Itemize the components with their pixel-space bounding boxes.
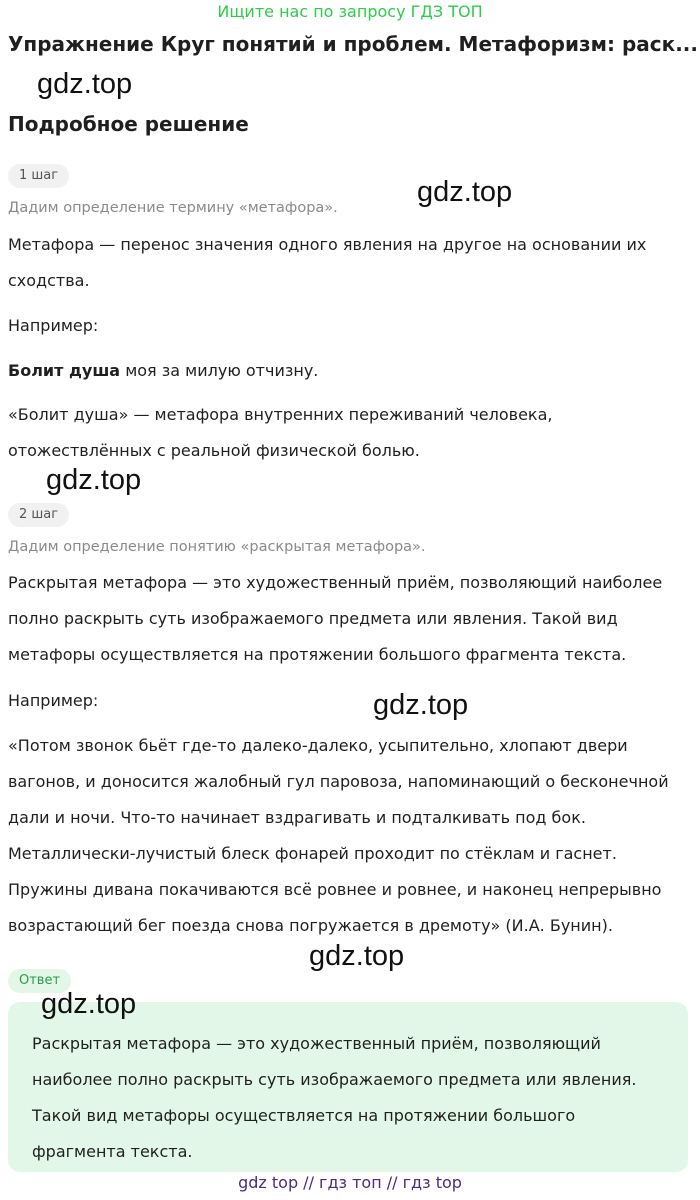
example-rest-text: моя за милую отчизну.: [120, 361, 319, 380]
step-2-badge: 2 шаг: [8, 503, 69, 527]
section-title: Подробное решение: [8, 112, 249, 136]
step-2-example-label: Например:: [8, 691, 99, 710]
watermark: gdz.top: [46, 464, 142, 496]
step-1-explanation: «Болит душа» — метафора внутренних переживаний человека, отожествлённых с реальной физической болью.: [8, 405, 553, 460]
watermark: gdz.top: [37, 68, 133, 100]
watermark: gdz.top: [309, 940, 405, 972]
watermark: gdz.top: [41, 988, 137, 1020]
watermark: gdz.top: [373, 689, 469, 721]
watermark: gdz.top: [417, 176, 513, 208]
answer-box: [8, 1002, 688, 1172]
step-1-definition: Метафора — перенос значения одного явления на другое на основании их сходства.: [8, 235, 647, 290]
example-bold-text: Болит душа: [8, 361, 121, 380]
step-1-example-label: Например:: [8, 316, 99, 335]
search-banner: Ищите нас по запросу ГДЗ ТОП: [217, 2, 483, 21]
step-2-hint: Дадим определение понятию «раскрытая метафора».: [8, 539, 426, 555]
page-title: Упражнение Круг понятий и проблем. Метафоризм: раск...: [8, 32, 698, 56]
footer-links: gdz top // гдз топ // гдз top: [238, 1173, 462, 1192]
step-2-definition: Раскрытая метафора — это художественный приём, позволяющий наиболее полно раскрыть суть изображаемого предмета или явления. Такой вид метафоры осуществляется на протяжении большого фрагмента текста.: [8, 573, 663, 664]
answer-badge: Ответ: [8, 969, 71, 993]
step-1-badge: 1 шаг: [8, 164, 69, 188]
step-1-hint: Дадим определение термину «метафора».: [8, 200, 338, 216]
step-2-quote: «Потом звонок бьёт где-то далеко-далеко, усыпительно, хлопают двери вагонов, и доносится жалобный гул паровоза, напоминающий о бесконечной дали и ночи. Что-то начинает вздрагивать и подталкивать под бок. Металлически-лучистый блеск фонарей проходит по стёклам и гаснет. Пружины дивана покачиваются всё ровнее и ровнее, и наконец непрерывно возрастающий бег поезда снова погружается в дремоту» (И.А. Бунин).: [8, 736, 669, 935]
step-1-example: [8, 353, 692, 389]
answer-text: Раскрытая метафора — это художественный приём, позволяющий наиболее полно раскрыть суть изображаемого предмета или явления. Такой вид метафоры осуществляется на протяжении большого фрагмента текста.: [32, 1034, 637, 1161]
